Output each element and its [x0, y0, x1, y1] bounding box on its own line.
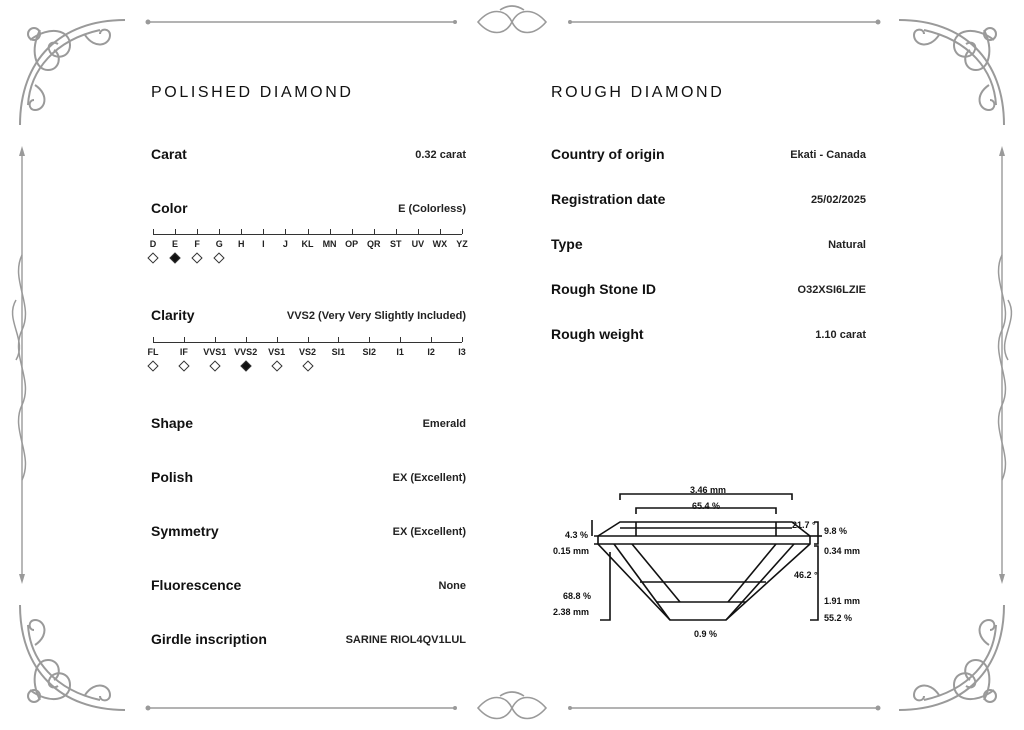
scale-tick	[246, 337, 247, 342]
scale-tick	[418, 229, 419, 234]
grade-label: UV	[411, 239, 425, 249]
carat-label: Carat	[151, 146, 187, 162]
scale-tick	[219, 229, 220, 234]
pavilion-depth-pct-measure: 68.8 %	[563, 591, 592, 601]
crown-angle-measure: 21.7 °	[792, 520, 816, 530]
grade-label: I2	[427, 347, 435, 357]
proportions-diagram	[540, 480, 880, 650]
grade-label: H	[238, 239, 245, 249]
polished-title: POLISHED DIAMOND	[151, 84, 354, 101]
grade-label: MN	[322, 239, 337, 249]
grade-label: SI2	[362, 347, 377, 357]
scale-tick	[369, 337, 370, 342]
scale-tick	[352, 229, 353, 234]
stone-id-label: Rough Stone ID	[551, 281, 656, 297]
polish-value: EX (Excellent)	[392, 472, 466, 484]
clarity-label: Clarity	[151, 307, 195, 323]
table-measure: 65.4 %	[692, 501, 721, 511]
shape-label: Shape	[151, 415, 194, 431]
scale-tick	[308, 337, 309, 342]
diameter-measure: 3.46 mm	[690, 485, 727, 495]
scale-tick	[462, 337, 463, 342]
grade-label: D	[149, 239, 157, 249]
grade-label: ST	[390, 239, 402, 249]
girdle-value: SARINE RIOL4QV1LUL	[345, 634, 466, 646]
scale-tick	[215, 337, 216, 342]
color-label: Color	[151, 200, 188, 216]
scale-tick	[308, 229, 309, 234]
rough-title: ROUGH DIAMOND	[551, 84, 725, 101]
pavilion-angle-measure: 46.2 °	[794, 570, 818, 580]
scale-tick	[374, 229, 375, 234]
origin-label: Country of origin	[551, 146, 665, 162]
girdle-label: Girdle inscription	[151, 631, 267, 647]
grade-label: I1	[396, 347, 404, 357]
scale-tick	[184, 337, 185, 342]
grade-label: I3	[458, 347, 466, 357]
carat-value: 0.32 carat	[415, 149, 466, 161]
grade-label: VS2	[298, 347, 317, 357]
grade-label: QR	[366, 239, 381, 249]
scale-tick	[241, 229, 242, 234]
rough-weight-value: 1.10 carat	[815, 329, 866, 341]
scale-tick	[400, 337, 401, 342]
scale-tick	[396, 229, 397, 234]
grade-label: FL	[147, 347, 159, 357]
pavilion-depth-mm-measure: 2.38 mm	[553, 607, 590, 617]
grade-label: VVS1	[203, 347, 227, 357]
scale-tick	[431, 337, 432, 342]
grade-label: VS1	[268, 347, 286, 357]
clarity-value: VVS2 (Very Very Slightly Included)	[286, 310, 466, 322]
crown-mm-measure: 0.34 mm	[824, 546, 861, 556]
registration-value: 25/02/2025	[810, 194, 866, 206]
grade-label: IF	[179, 347, 188, 357]
scale-tick	[338, 337, 339, 342]
grade-label: I	[262, 239, 265, 249]
grade-label: SI1	[331, 347, 346, 357]
grade-label: VVS2	[234, 347, 258, 357]
grade-label: F	[194, 239, 200, 249]
grade-label: OP	[345, 239, 359, 249]
scale-tick	[330, 229, 331, 234]
grade-label: J	[282, 239, 288, 249]
ornament-center	[478, 6, 546, 719]
scale-tick	[263, 229, 264, 234]
color-value: E (Colorless)	[398, 203, 466, 215]
ornament-corners	[20, 20, 125, 125]
scale-tick	[277, 337, 278, 342]
crown-height-measure: 4.3 %	[565, 530, 589, 540]
scale-line	[153, 342, 462, 343]
stone-id-value: O32XSI6LZIE	[797, 284, 866, 296]
type-label: Type	[551, 236, 583, 252]
shape-value: Emerald	[422, 418, 466, 430]
scale-tick	[175, 229, 176, 234]
grade-label: G	[215, 239, 223, 249]
scale-tick	[197, 229, 198, 234]
scale-tick	[153, 229, 154, 234]
symmetry-label: Symmetry	[151, 523, 219, 539]
fluorescence-label: Fluorescence	[151, 577, 242, 593]
scale-tick	[440, 229, 441, 234]
total-depth-mm-measure: 1.91 mm	[824, 596, 861, 606]
grade-label: WX	[432, 239, 448, 249]
origin-value: Ekati - Canada	[790, 149, 866, 161]
fluorescence-value: None	[438, 580, 466, 592]
girdle-thickness-measure: 0.15 mm	[553, 546, 590, 556]
registration-label: Registration date	[551, 191, 666, 207]
polish-label: Polish	[151, 469, 194, 485]
scale-tick	[285, 229, 286, 234]
total-depth-pct-measure: 55.2 %	[824, 613, 853, 623]
grade-label: YZ	[456, 239, 468, 249]
symmetry-value: EX (Excellent)	[392, 526, 466, 538]
rough-weight-label: Rough weight	[551, 326, 644, 342]
scale-line	[153, 234, 462, 235]
grade-label: KL	[301, 239, 314, 249]
type-value: Natural	[828, 239, 866, 251]
crown-pct-measure: 9.8 %	[824, 526, 848, 536]
scale-tick	[462, 229, 463, 234]
culet-measure: 0.9 %	[694, 629, 718, 639]
grade-label: E	[172, 239, 179, 249]
scale-tick	[153, 337, 154, 342]
